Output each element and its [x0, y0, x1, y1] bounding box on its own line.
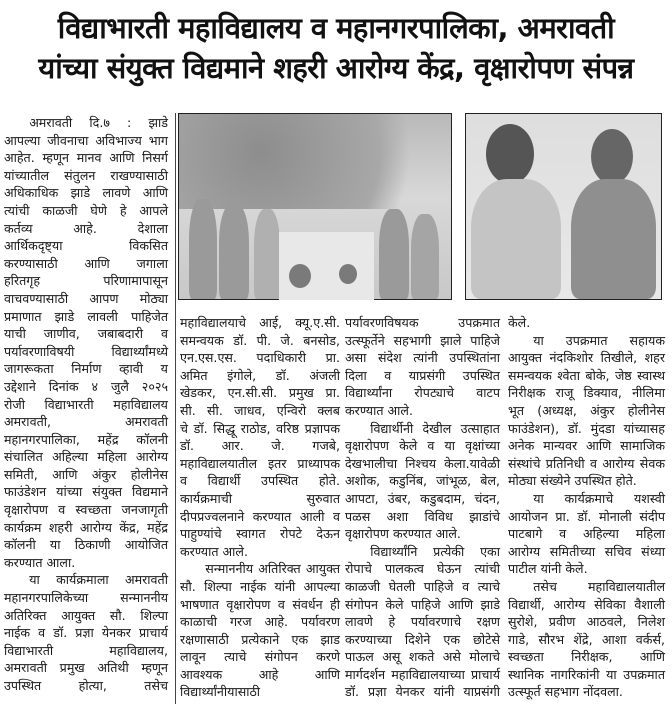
article-text-line: भाषणात वृक्षारोपण व संवर्धन ही — [180, 596, 340, 612]
article-text-line: विद्यार्थीनी देखील उत्साहात — [370, 420, 500, 436]
article-text-line: महाविद्यालयाचे आई, क्यू.ए.सी. — [180, 315, 340, 330]
article-text-line: उपस्थित होत्या, तसेच — [4, 678, 168, 693]
article-text-line: चे डॉ. सिद्धू राठोड, वरिष्ठ प्रज्ञापक — [180, 420, 340, 436]
article-text-line: एन.एस.एस. पदाधिकारी प्रा. — [180, 350, 340, 366]
article-text-line: सन्माननीय अतिरिक्त आयुक्त — [205, 561, 340, 577]
article-text-line: रक्षणासाठी प्रत्येकाने एक झाड — [180, 631, 340, 647]
article-text-line: प्रमाणात झाडे लावली पाहिजेत — [4, 308, 168, 324]
article-text-line: फाउंडेशन), डॉ. मुंदडा यांच्यासह — [508, 420, 665, 436]
article-text-line: समन्वयक श्वेता बोके, जेष्ठ स्वास्थ — [508, 367, 665, 383]
article-text-line: पर्यावरणविषयक उपक्रमात — [345, 315, 500, 330]
article-text-line: उत्स्फूर्तेने सहभागी झाले पाहिजे — [345, 332, 500, 348]
photo-guests-seated — [465, 113, 662, 300]
article-text-line: नाईक व डॉ. प्रज्ञा येनकर प्राचार्य — [4, 625, 168, 641]
photo-tree-plantation-group — [178, 113, 452, 300]
article-text-line: वृक्षारोपण केले व या वृक्षांच्या — [345, 438, 500, 454]
article-text-line: कॉलनी या ठिकाणी आयोजित — [4, 537, 168, 553]
article-text-line: आयोजन प्रा. डॉ. मोनाली संदीप — [508, 508, 665, 524]
article-text-line: अनेक मान्यवर आणि सामाजिक — [508, 438, 665, 454]
tree-foliage — [179, 114, 451, 209]
article-text-line: काळाची गरज आहे. पर्यावरण — [180, 614, 340, 630]
article-text-line: आयुक्त नंदकिशोर तिखीले, शहर — [508, 350, 665, 366]
article-text-line: वृक्षारोपण व स्वच्छता जनजागृती — [4, 502, 168, 518]
article-text-line: लावून त्याचे संगोपन करणे — [180, 649, 340, 665]
article-text-line: केले. — [508, 315, 531, 330]
article-text-line: लावणे हे पर्यावरणाचे रक्षण — [345, 614, 500, 630]
article-text-line: विद्यार्थ्यांनीयासाठी — [180, 684, 261, 700]
article-text-line: काळजी घेतली पाहिजे व त्याचे — [345, 578, 500, 594]
headline-line-1: विद्याभारती महाविद्यालय व महानगरपालिका, अमरावती — [57, 11, 615, 45]
article-text-line: उद्देशाने दिनांक ४ जुलै २०२५ — [4, 378, 168, 394]
article-text-line: पाटबागे व अहिल्या महिला — [508, 526, 665, 542]
article-column-4 — [508, 314, 665, 701]
article-text-line: विद्यार्थ्यांना रोपट्याचे वाटप — [345, 385, 500, 401]
article-text-line: गाडे, सौरभ शेंद्रे, आशा वर्कर्स, — [508, 631, 665, 647]
article-text-line: पाऊल असू शकते असे मोलाचे — [345, 649, 500, 665]
article-text-line: करण्यात आले. — [180, 543, 248, 559]
article-text-line: जागरूकता निर्माण व्हावी य — [4, 361, 168, 377]
column-divider — [175, 113, 176, 704]
person-head — [591, 129, 633, 184]
article-text-line: व विद्यार्थी उपस्थित होते. — [180, 473, 340, 489]
article-text-line: पळस अशा विविध झाडांचे — [345, 508, 500, 524]
article-text-line: कार्यक्रमाची सुरुवात — [180, 490, 340, 506]
article-text-line: या कार्यक्रमाचे यशस्वी — [533, 490, 665, 506]
article-text-line: या उपक्रमात सहायक — [533, 332, 665, 348]
article-text-line: संस्थांचे प्रतिनिधी व आरोग्य सेवक — [508, 455, 665, 471]
article-column-3 — [345, 314, 500, 701]
article-text-line: उत्स्फूर्त सहभाग नोंदवला. — [508, 684, 623, 700]
article-text-line: मोठ्या संख्येने उपस्थित होते. — [508, 473, 637, 489]
article-text-line: सौ. शिल्पा नाईक यांनी आपल्या — [180, 578, 340, 594]
article-text-line: तसेच महाविद्यालयातील — [533, 578, 665, 594]
article-text-line: आवश्यक आहे आणि — [180, 666, 340, 682]
article-text-line: पर्यावरणाविषयी विद्यार्थ्यांमध्ये — [4, 343, 168, 359]
article-text-line: महानगरपालिका, महेंद्र कॉलनी — [4, 431, 168, 447]
article-text-line: आहेत. म्हणून मानव आणि निसर्ग — [4, 150, 168, 166]
article-text-line: करण्यात आले. — [345, 402, 413, 418]
article-text-line: कर्तव्य आहे. देशाला — [4, 220, 168, 236]
article-text-line: करण्यासाठी आणि जगाला — [4, 255, 168, 271]
article-text-line: या कार्यक्रमाला अमरावती — [29, 572, 168, 588]
person — [471, 179, 561, 299]
article-text-line: अमरावती, अमरावती — [4, 414, 168, 430]
article-text-line: करण्याच्या दिशेने एक छोटेसे — [345, 631, 500, 647]
article-column-2 — [180, 314, 340, 701]
article-text-line: वाचवण्यासाठी आपण मोठ्या — [4, 290, 168, 306]
person-head — [289, 264, 311, 288]
article-text-line: देखभालीचा निश्चय केला.यावेळी — [345, 455, 500, 471]
article-text-line: समन्वयक डॉ. पी. जे. बनसोड, — [180, 332, 340, 348]
article-text-line: संगोपन केले पाहिजे आणि झाडे — [345, 596, 500, 612]
article-text-line: अमित इंगोले, डॉ. अंजली — [180, 367, 340, 383]
article-text-line: विद्यार्थी, आरोग्य सेविका वैशाली — [508, 596, 665, 612]
article-text-line: यांच्यातील संतुलन राखण्यासाठी — [4, 167, 168, 183]
person — [254, 209, 280, 299]
article-text-line: स्थानिक नागरिकांनी या उपक्रमात — [508, 666, 665, 682]
article-text-line: असा संदेश त्यांनी उपस्थितांना — [345, 350, 500, 366]
article-text-line: अतिरिक्त आयुक्त सौ. शिल्पा — [4, 607, 168, 623]
person-head — [339, 264, 357, 284]
article-text-line: आरोग्य समितीच्या सचिव संध्या — [508, 543, 665, 559]
article-text-line: अशोक, कडुनिंब, जांभूळ, बेल, — [345, 473, 500, 489]
article-text-line: विद्यार्थ्यांनि प्रत्येकी एका — [370, 543, 500, 559]
article-text-line: डॉ. आर. जे. गजबे, — [180, 438, 340, 454]
article-text-line: वृक्षारोपण करण्यात आले. — [345, 526, 461, 542]
person — [219, 204, 249, 299]
article-text-line: समिती, आणि अंकुर होलीनेस — [4, 466, 168, 482]
article-text-line: हरितगृह परिणामापासून — [4, 273, 168, 289]
person-head — [486, 124, 534, 184]
article-text-line: फाउंडेशन यांच्या संयुक्त विद्यमाने — [4, 484, 168, 500]
person — [411, 214, 439, 299]
article-text-line: अमरावती दि.७ : झाडे — [29, 115, 168, 130]
article-text-line: आर्थिकदृष्ट्या विकसित — [4, 238, 168, 254]
article-text-line: सी. सी. जाधव, एन्विरो क्लब — [180, 402, 340, 418]
article-text-line: विद्याभारती महाविद्यालय, — [4, 642, 168, 658]
person — [571, 179, 656, 299]
article-text-line: अधिकाधिक झाडे लावणे आणि — [4, 185, 168, 201]
article-text-line: मार्गदर्शन महाविद्यालयाच्या प्राचार्य — [345, 666, 500, 682]
person — [189, 199, 217, 299]
article-text-line: आपल्या जीवनाचा अविभाज्य भाग — [4, 132, 168, 148]
article-text-line: सुरोशे, प्रवीण आठवले, निलेश — [508, 614, 665, 630]
article-text-line: त्यांची काळजी घेणे हे आपले — [4, 202, 168, 218]
article-text-line: दिला व याप्रसंगी उपस्थित — [345, 367, 500, 383]
article-text-line: कार्यक्रम शहरी आरोग्य केंद्र, महेंद्र — [4, 519, 168, 535]
person — [379, 209, 409, 299]
article-text-line: पाटील यांनी केले. — [508, 561, 588, 577]
article-text-line: निरीक्षक राजू डिक्याव, नीलिमा — [508, 385, 665, 401]
article-text-line: करण्यात आला. — [4, 554, 76, 570]
article-text-line: आपटा, उंबर, कडुबदाम, चंदन, — [345, 490, 500, 506]
article-text-line: पाहुण्यांचे स्वागत रोपटे देऊन — [180, 526, 340, 542]
article-text-line: भूत (अध्यक्ष, अंकुर होलीनेस — [508, 402, 665, 418]
article-text-line: दीपप्रज्वलनाने करण्यात आली व — [180, 508, 340, 524]
article-text-line: रोजी विद्याभारती महाविद्यालय — [4, 396, 168, 412]
article-text-line: महानगरपालिकेच्या सन्माननीय — [4, 590, 168, 606]
headline-line-2: यांच्या संयुक्त विद्यमाने शहरी आरोग्य केंद्र, वृक्षारोपण संपन्न — [38, 51, 634, 85]
article-text-line: अमरावती प्रमुख अतिथी म्हणून — [4, 660, 168, 676]
article-text-line: डॉ. प्रज्ञा येनकर यांनी याप्रसंगी — [345, 684, 500, 700]
article-text-line: रोपाचे पालकत्व घेऊन त्यांची — [345, 561, 500, 577]
article-text-line: महाविद्यालयातील इतर प्राध्यापक — [180, 455, 340, 471]
article-text-line: संचालित अहिल्या महिला आरोग्य — [4, 449, 168, 465]
article-column-1 — [4, 114, 168, 695]
article-text-line: याची जाणीव, जबाबदारी व — [4, 326, 168, 342]
article-text-line: खेडकर, एन.सी.सी. प्रमुख प्रा. — [180, 385, 340, 401]
article-text-line: स्वच्छता निरीक्षक, आणि — [508, 649, 665, 665]
